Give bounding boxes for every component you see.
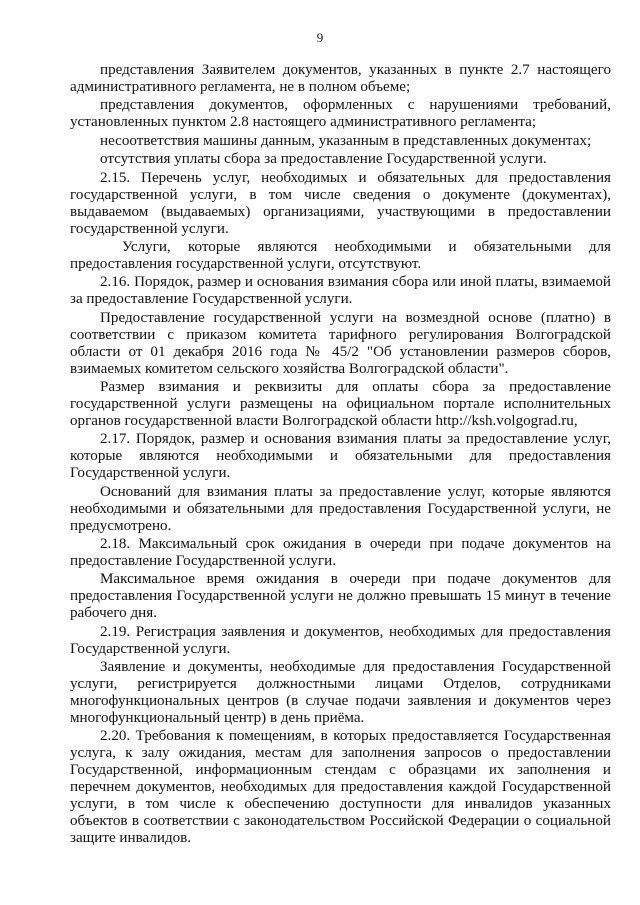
document-body xyxy=(70,62,611,848)
page-number: 9 xyxy=(316,30,324,45)
paragraph-no-fee: Оснований для взимания платы за предоставление услуг, которые являются необходимыми и обязательными для предоставления Государственной услуги, не предусмотрено. xyxy=(70,483,611,534)
paragraph-paid-basis: Предоставление государственной услуги на возмездной основе (платно) в соответствии с приказом комитета тарифного регулирования Волгоградской области от 01 декабря 2016 года № 45/2 "Об установлении размеров сборов, взимаемых комитетом сельского хозяйства Волгоградской области". xyxy=(70,309,611,377)
section-2-16: 2.16. Порядок, размер и основания взимания сбора или иной платы, взимаемой за предоставление Государственной услуги. xyxy=(70,274,611,308)
section-2-17: 2.17. Порядок, размер и основания взимания платы за предоставление услуг, которые являются необходимыми и обязательными для предоставления Государственной услуги. xyxy=(70,431,611,482)
section-2-15: 2.15. Перечень услуг, необходимых и обязательных для предоставления государственной услуги, в том числе сведения о документе (документах), выдаваемом (выдаваемых) организациями, участвующими в предоставлении государственной услуги. xyxy=(70,169,611,237)
paragraph-3: несоответствия машины данным, указанным в представленных документах; xyxy=(100,132,592,149)
section-2-18: 2.18. Максимальный срок ожидания в очереди при подаче документов на предоставление Государственной услуги. xyxy=(70,536,611,569)
section-2-19: 2.19. Регистрация заявления и документов, необходимых для предоставления Государственной услуги. xyxy=(70,623,611,657)
paragraph-services-none: Услуги, которые являются необходимыми и обязательными для предоставления государственной услуги, отсутствуют. xyxy=(70,239,611,272)
paragraph-registration: Заявление и документы, необходимые для предоставления Государственной услуги, регистрируется должностными лицами Отделов, сотрудниками многофункциональных центров (в случае подачи заявления и документов через многофункциональный центр) в день приёма. xyxy=(70,659,611,726)
paragraph-4: отсутствия уплаты сбора за предоставление Государственной услуги. xyxy=(100,151,547,168)
paragraph-fee-requisites: Размер взимания и реквизиты для оплаты сбора за предоставление государственной услуги размещены на официальном портале исполнительных органов государственной власти Волгоградской области http://ksh.volgograd.ru, xyxy=(70,379,611,429)
paragraph-2: представления документов, оформленных с нарушениями требований, установленных пунктом 2.8 настоящего административного регламента; xyxy=(70,97,611,131)
section-2-20: 2.20. Требования к помещениям, в которых предоставляется Государственная услуга, к залу ожидания, местам для заполнения запросов о предоставлении Государственной, информационным стендам с образцами их заполнения и перечнем документов, необходимых для предоставления каждой Государственной услуги, в том числе к обеспечению доступности для инвалидов указанных объектов в соответствии с законодательством Российской Федерации о социальной защите инвалидов. xyxy=(70,728,611,846)
paragraph-waiting-time: Максимальное время ожидания в очереди при подаче документов для предоставления Государственной услуги не должно превышать 15 минут в течение рабочего дня. xyxy=(70,571,611,622)
paragraph-1: представления Заявителем документов, указанных в пункте 2.7 настоящего административного регламента, не в полном объеме; xyxy=(70,62,611,95)
